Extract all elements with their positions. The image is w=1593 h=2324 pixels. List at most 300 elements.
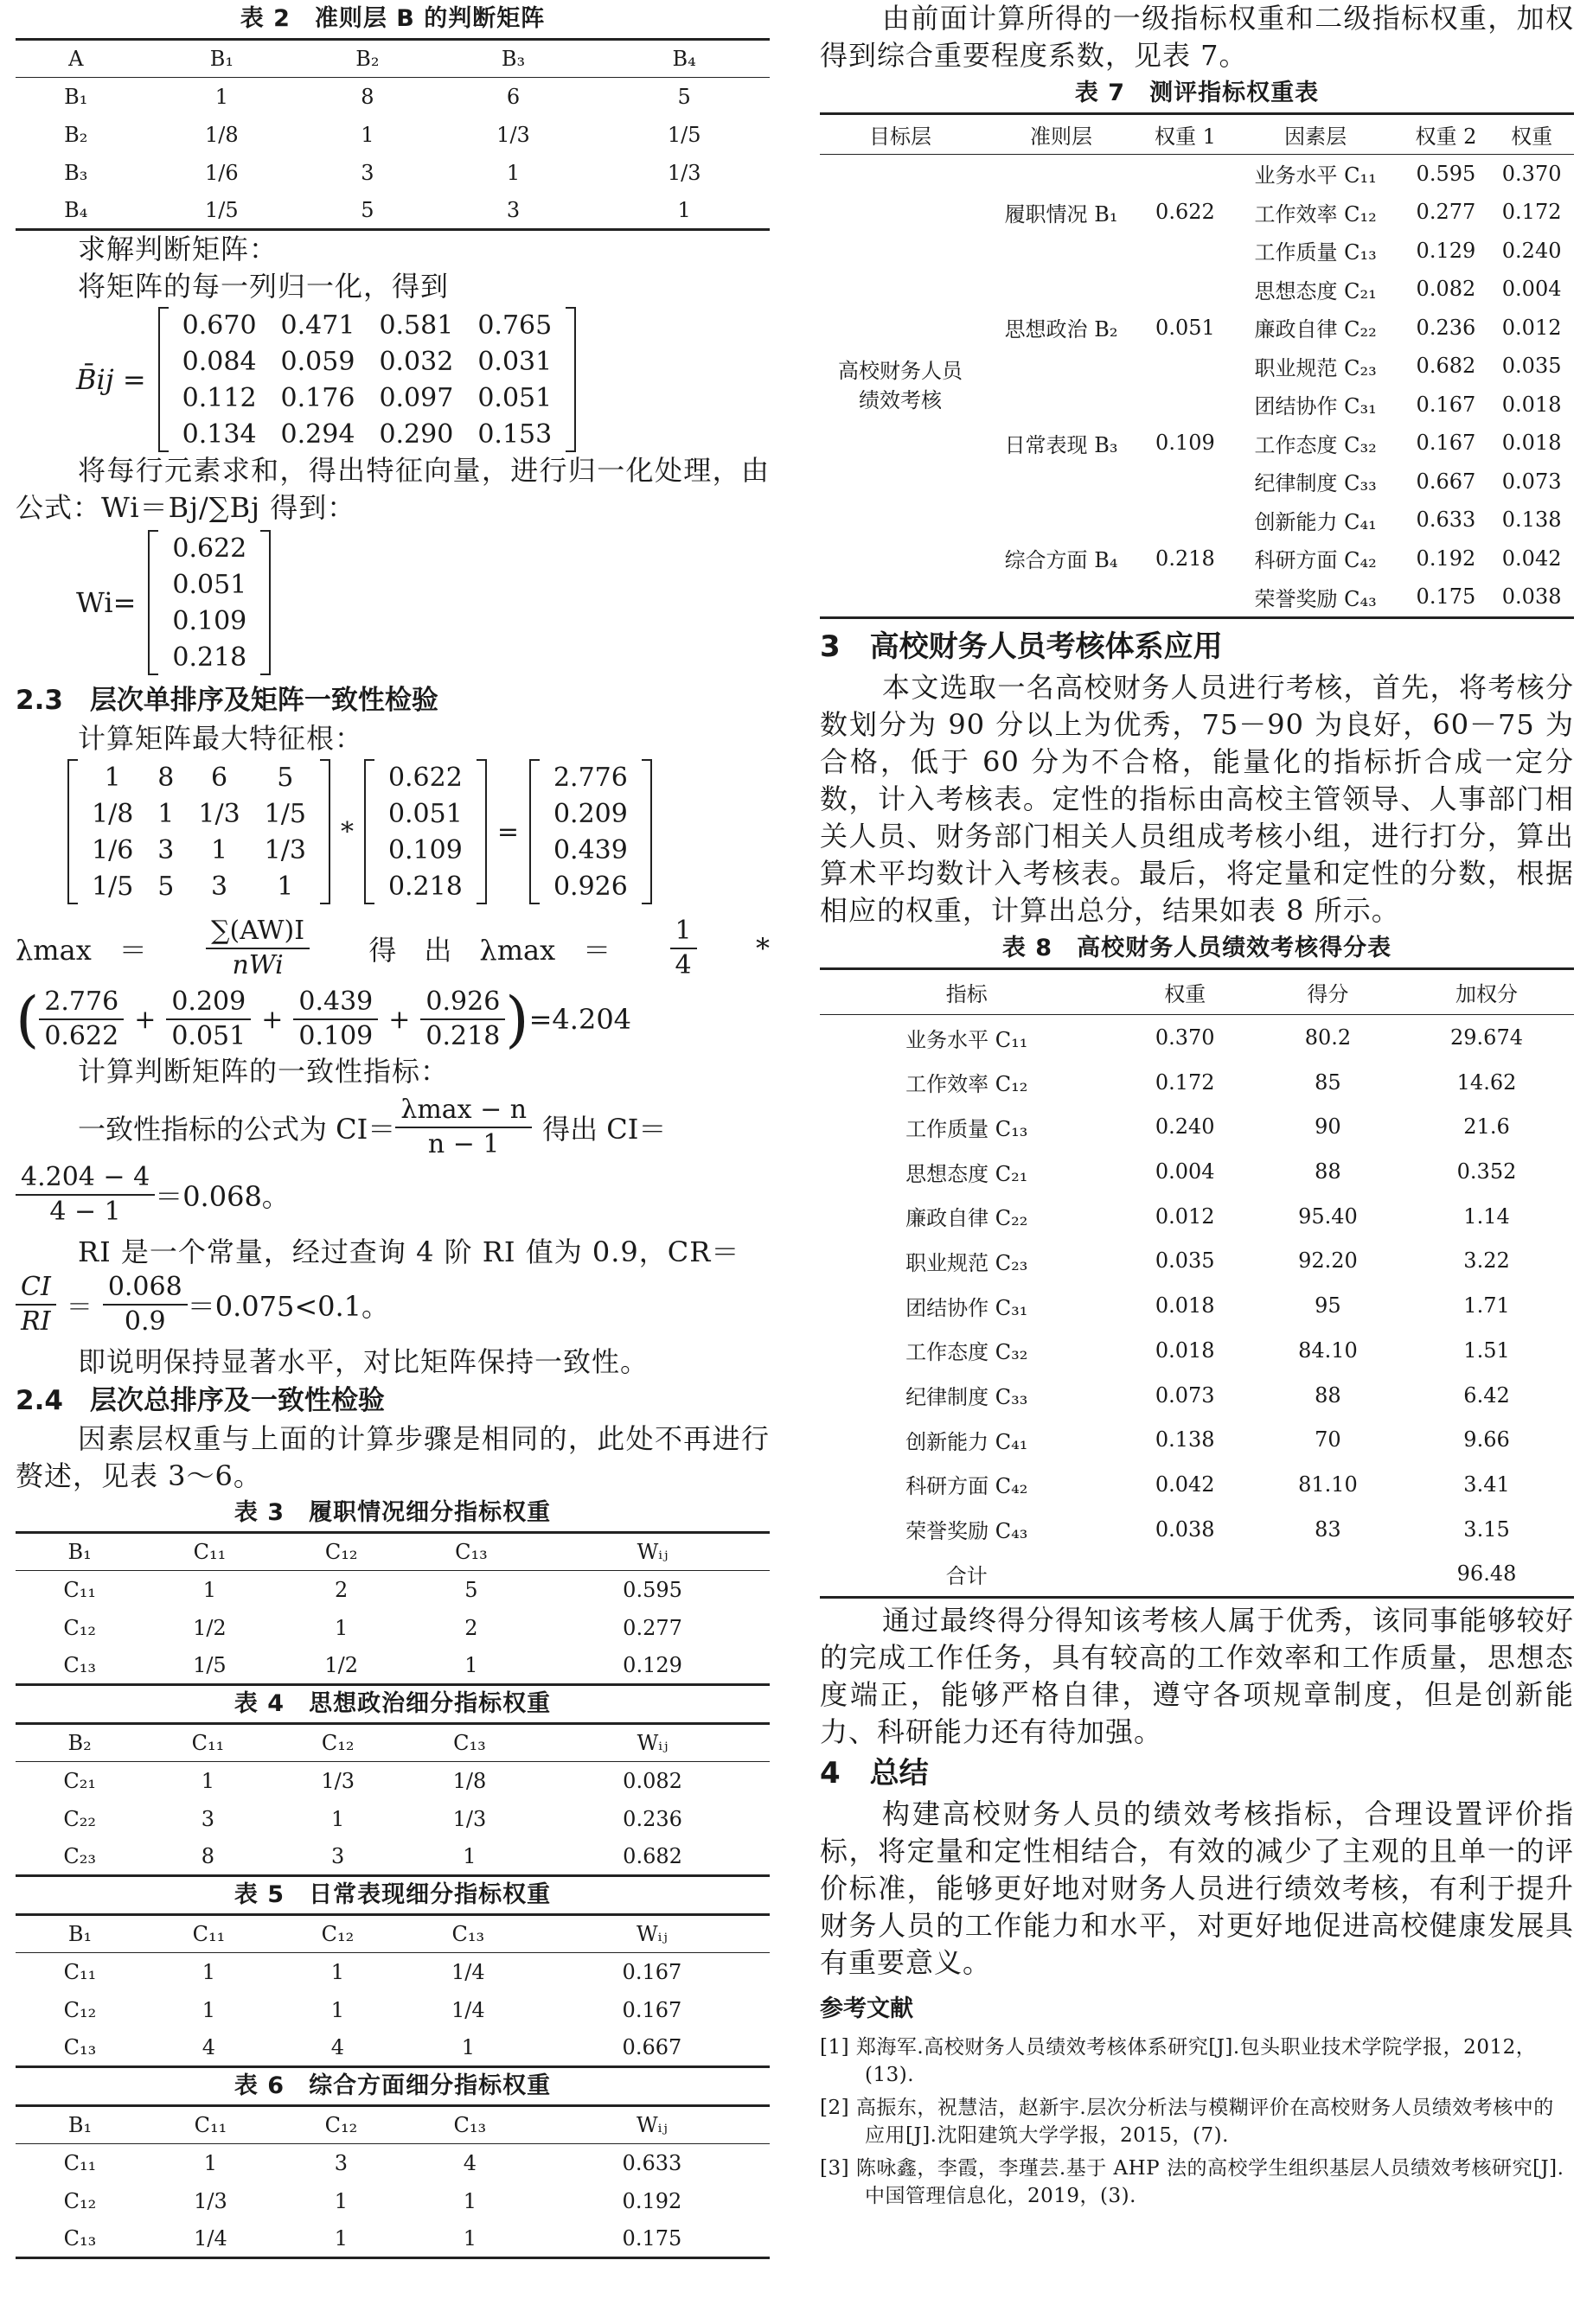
matrix-cell: 0.032 xyxy=(379,346,454,377)
table-cell: 0.004 xyxy=(1155,1159,1215,1184)
table-cell: 1 xyxy=(330,1997,345,2022)
matrix-cell: 8 xyxy=(157,762,175,793)
cr-line xyxy=(16,1271,770,1338)
matrix-cell: 2.776 xyxy=(553,762,628,793)
fraction-numerator: 2.776 xyxy=(39,986,124,1020)
factor-cell: 纪律制度 C₃₃ xyxy=(1254,471,1377,496)
table-cell: 9.66 xyxy=(1463,1427,1510,1452)
table-cell: C₁₂ xyxy=(63,1997,97,2022)
table-cell: 70 xyxy=(1315,1427,1341,1452)
fraction-denominator: 4 − 1 xyxy=(49,1197,121,1227)
matrix-cell: 0.294 xyxy=(280,418,355,450)
ci-result-label: 得出 CI＝ xyxy=(542,1113,667,1146)
matrix-cell: 5 xyxy=(277,762,294,793)
table2 xyxy=(16,38,770,231)
weight2-cell: 0.167 xyxy=(1416,431,1476,456)
table4 xyxy=(16,1722,770,1877)
table-cell: 0.633 xyxy=(622,2150,682,2175)
table-row xyxy=(16,2144,770,2182)
criterion-cell: 履职情况 B₁ xyxy=(1004,201,1118,227)
paragraph: 通过最终得分得知该考核人属于优秀，该同事能够较好的完成工作任务，具有较高的工作效率和工作质量，思想态度端正，能够严格自律，遵守各项规章制度，但是创新能力、科研能力还有待加强。 xyxy=(820,1604,1574,1749)
table-header-row xyxy=(16,40,770,78)
lambda-result: =4.204 xyxy=(528,1003,632,1036)
table-cell xyxy=(1114,1551,1257,1597)
table-header-row xyxy=(820,114,1574,155)
weight-cell: 0.038 xyxy=(1501,584,1562,610)
fraction-numerator: ∑(AW)I xyxy=(206,915,310,949)
table-header: 得分 xyxy=(1307,981,1349,1006)
table-cell: 1/5 xyxy=(205,197,239,222)
table-header: 权重 1 xyxy=(1154,124,1216,149)
matrix-cell: 0.109 xyxy=(387,834,463,865)
matrix-cell: 3 xyxy=(157,834,175,865)
table-row xyxy=(820,1105,1574,1150)
table-cell: B₂ xyxy=(64,122,88,147)
matrix-row xyxy=(541,795,640,832)
table-cell: 荣誉奖励 C₄₃ xyxy=(905,1519,1028,1544)
table-row xyxy=(820,1194,1574,1239)
table-row xyxy=(16,192,770,230)
table-cell: 88 xyxy=(1315,1382,1341,1408)
table-header: C₁₃ xyxy=(451,1922,485,1946)
weight-cell: 0.004 xyxy=(1501,277,1562,302)
matrix-cell: 0.097 xyxy=(379,382,454,413)
table-cell: 3.22 xyxy=(1463,1248,1510,1274)
weight2-cell: 0.167 xyxy=(1416,392,1476,417)
matrix-row xyxy=(80,795,318,832)
table-row xyxy=(16,2182,770,2220)
matrix-cell: 1 xyxy=(210,834,228,865)
section-heading-4: 4 总结 xyxy=(820,1756,929,1791)
table-cell: 81.10 xyxy=(1298,1472,1358,1497)
factor-cell: 创新能力 C₄₁ xyxy=(1254,509,1377,534)
paragraph: 构建高校财务人员的绩效考核指标，合理设置评价指标，将定量和定性相结合，有效的减少了主观的且单一的评价标准，能够更好地对财务人员进行绩效考核，有利于提升财务人员的工作能力和水平，对更好地促进高校健康发展具有重要意义。 xyxy=(820,1797,1574,1980)
table-cell: 1 xyxy=(461,2034,475,2059)
matrix-cell: 1 xyxy=(157,798,175,829)
table-header: B₃ xyxy=(501,47,526,71)
table-row xyxy=(820,1417,1574,1462)
factor-cell: 职业规范 C₂₃ xyxy=(1254,355,1377,380)
table-cell: C₁₂ xyxy=(63,1615,96,1640)
matrix-row xyxy=(170,343,565,380)
reference-item: [1] 郑海军.高校财务人员绩效考核体系研究[J].包头职业技术学院学报，2012，(13). xyxy=(820,2036,1537,2087)
table6 xyxy=(16,2104,770,2259)
table-cell: 0.595 xyxy=(623,1577,682,1602)
cr-value-fraction xyxy=(103,1271,188,1338)
table-cell: 0.138 xyxy=(1155,1427,1215,1452)
fraction-denominator: 4 xyxy=(675,950,692,980)
fraction-denominator: 0.218 xyxy=(425,1021,501,1051)
matrix-row xyxy=(160,530,259,566)
table-header: Wᵢⱼ xyxy=(636,2113,668,2137)
table-cell: 业务水平 C₁₁ xyxy=(905,1027,1028,1052)
matrix-cell: 1/5 xyxy=(264,798,306,829)
fraction-denominator: 0.109 xyxy=(298,1021,374,1051)
matrix-row xyxy=(160,566,259,603)
table-cell: 纪律制度 C₃₃ xyxy=(905,1385,1028,1410)
table-cell: 1/6 xyxy=(205,160,239,185)
matrix-cell: 0.051 xyxy=(477,382,553,413)
fraction-denominator: n − 1 xyxy=(427,1129,500,1159)
table-header: 权重 2 xyxy=(1415,124,1477,149)
table-cell: 1 xyxy=(203,2150,218,2175)
table-cell: 0.042 xyxy=(1155,1472,1215,1497)
paragraph: 计算判断矩阵的一致性指标： xyxy=(78,1055,450,1088)
w-vector xyxy=(364,759,487,904)
table-cell: 1/3 xyxy=(321,1768,355,1793)
star-operator: * xyxy=(755,932,770,965)
matrix-cell: 0.112 xyxy=(182,382,257,413)
factor-cell: 廉政自律 C₂₂ xyxy=(1254,317,1377,342)
weight2-cell: 0.682 xyxy=(1416,354,1476,379)
reference-item: [3] 陈咏鑫，李霞，李瑾芸.基于 AHP 法的高校学生组织基层人员绩效考核研究[J].中国管理信息化，2019，(3). xyxy=(820,2157,1564,2208)
weight-cell: 0.042 xyxy=(1501,546,1562,571)
table-row xyxy=(16,1991,770,2029)
table-cell: 5 xyxy=(464,1577,478,1602)
table-header: C₁₂ xyxy=(324,2113,358,2137)
table-header-row xyxy=(16,1915,770,1953)
matrix-row xyxy=(170,380,565,416)
plus-operator: + xyxy=(388,1004,411,1035)
table6-caption: 表 6 综合方面细分指标权重 xyxy=(234,2072,552,2099)
table-cell: C₁₁ xyxy=(63,2150,97,2175)
matrix-row xyxy=(160,639,259,675)
table7 xyxy=(820,112,1574,619)
table-row xyxy=(820,1551,1574,1597)
matrix-cell: 0.059 xyxy=(280,346,355,377)
table3 xyxy=(16,1531,770,1686)
table-row xyxy=(16,78,770,116)
table-header: 权重 xyxy=(1511,124,1553,149)
table-cell: 0.167 xyxy=(622,1997,682,2022)
table-cell: 1/3 xyxy=(667,160,701,185)
table-cell: 6 xyxy=(506,84,521,109)
table-row xyxy=(820,1239,1574,1284)
wi-vector xyxy=(148,530,271,675)
table-cell: 0.035 xyxy=(1155,1248,1215,1274)
matrix-cell: 0.051 xyxy=(387,798,463,829)
table-cell: 95.40 xyxy=(1298,1204,1358,1229)
table-cell: 0.240 xyxy=(1155,1114,1215,1140)
weight-cell: 0.370 xyxy=(1501,161,1562,186)
right-column xyxy=(820,0,1574,2210)
weight-cell: 0.035 xyxy=(1501,354,1562,379)
matrix-cell: 1/3 xyxy=(264,834,306,865)
section-heading-2-4: 2.4 层次总排序及一致性检验 xyxy=(16,1385,385,1416)
table-cell: B₃ xyxy=(64,160,88,185)
matrix-cell: 1/3 xyxy=(198,798,240,829)
paragraph: 本文选取一名高校财务人员进行考核，首先，将考核分数划分为 90 分以上为优秀，75－90 为良好，60－75 为合格，低于 60 分为不合格，能量化的指标折合成一定分数，计入考核表。定性的指标由高校主管领导、人事部门相关人员、财务部门相关人员组成考核小组，进行打分，算出算术平均数计入考核表。最后，将定量和定性的分数，根据相应的权重，计算出总分，结果如表 8 所示。 xyxy=(820,670,1574,927)
table-row xyxy=(820,1283,1574,1328)
criterion-cell: 日常表现 B₃ xyxy=(1004,432,1118,457)
section-heading-3: 3 高校财务人员考核体系应用 xyxy=(820,629,1223,664)
table-cell: C₁₁ xyxy=(63,1959,97,1984)
table-cell: 1 xyxy=(202,1997,216,2022)
table-cell: C₁₂ xyxy=(63,2188,97,2213)
table-cell: 1 xyxy=(463,2188,477,2213)
wi-label: Wi= xyxy=(76,586,137,619)
weight1-cell: 0.622 xyxy=(1155,200,1215,225)
table-cell: C₂₁ xyxy=(63,1768,96,1793)
fraction xyxy=(420,986,505,1053)
lambda-result-label: 得 出 λmax ＝ xyxy=(368,934,611,967)
section-heading-2-3: 2.3 层次单排序及矩阵一致性检验 xyxy=(16,685,438,716)
fraction-denominator: RI xyxy=(21,1306,51,1337)
paragraph: 因素层权重与上面的计算步骤是相同的，此处不再进行赘述，见表 3～6。 xyxy=(16,1422,770,1492)
table-cell: 3 xyxy=(506,197,521,222)
table-header: Wᵢⱼ xyxy=(636,1922,668,1946)
table2-caption: 表 2 准则层 B 的判断矩阵 xyxy=(240,5,546,32)
matrix-cell: 0.622 xyxy=(387,762,463,793)
matrix-row xyxy=(541,832,640,868)
table-cell: 0.018 xyxy=(1155,1293,1215,1318)
table-cell: 1 xyxy=(361,122,374,147)
fraction-numerator: 0.439 xyxy=(293,986,378,1020)
table-cell: 8 xyxy=(201,1843,215,1868)
matrix-cell: 1/6 xyxy=(92,834,134,865)
weight-cell: 0.012 xyxy=(1501,315,1562,340)
table-cell: C₂₂ xyxy=(63,1806,96,1831)
table-cell: 1.51 xyxy=(1463,1338,1510,1363)
table-cell: 0.192 xyxy=(622,2188,682,2213)
ci-value-line xyxy=(16,1161,770,1229)
table-cell: 创新能力 C₄₁ xyxy=(905,1429,1028,1454)
matrix-cell: 1 xyxy=(277,871,294,902)
matrix-cell: 0.218 xyxy=(172,642,247,673)
table-cell: 0.172 xyxy=(1155,1069,1215,1095)
table-header: B₄ xyxy=(672,47,696,71)
ci-line xyxy=(16,1094,770,1161)
left-paren: ( xyxy=(16,984,40,1055)
table-cell: 0.018 xyxy=(1155,1338,1215,1363)
factor-cell: 工作质量 C₁₃ xyxy=(1254,240,1377,265)
table-header: C₁₃ xyxy=(455,1540,488,1564)
table-cell: 3 xyxy=(331,1843,345,1868)
table-header: 权重 xyxy=(1164,981,1206,1006)
matrix-cell: 1 xyxy=(104,762,121,793)
weight2-cell: 0.192 xyxy=(1416,546,1476,571)
table-cell: 0.352 xyxy=(1456,1159,1517,1184)
matrix-cell: 0.134 xyxy=(182,418,257,450)
table-header: C₁₁ xyxy=(193,1540,227,1564)
table-cell: 3.15 xyxy=(1463,1516,1510,1542)
table-cell: 29.674 xyxy=(1450,1025,1523,1050)
lambda-sum-line xyxy=(16,986,770,1053)
table-cell: 0.370 xyxy=(1155,1025,1215,1050)
table-cell: 1 xyxy=(201,1768,215,1793)
matrix-row xyxy=(376,795,475,832)
matrix-cell: 5 xyxy=(157,871,175,902)
ci-result: ＝0.068。 xyxy=(155,1180,290,1213)
right-paren: ) xyxy=(505,984,529,1055)
table-cell: 1 xyxy=(334,2225,349,2251)
matrix-cell: 0.153 xyxy=(477,418,553,450)
table-cell: 6.42 xyxy=(1463,1382,1510,1408)
table-cell: 工作效率 C₁₂ xyxy=(905,1072,1028,1097)
weight-cell: 0.018 xyxy=(1501,392,1562,417)
table-cell: 4 xyxy=(463,2150,477,2175)
paragraph: 计算矩阵最大特征根： xyxy=(78,722,364,755)
table-cell: 0.012 xyxy=(1155,1204,1215,1229)
matrix-cell: 0.581 xyxy=(379,310,454,341)
table-cell: 1 xyxy=(463,2225,477,2251)
table-cell: 0.082 xyxy=(623,1768,682,1793)
table-header-row xyxy=(16,1724,770,1762)
table-cell xyxy=(1257,1551,1399,1597)
matrix-row xyxy=(170,416,565,452)
table-cell: 4 xyxy=(202,2034,216,2059)
weight-cell: 0.073 xyxy=(1501,469,1562,494)
table-row xyxy=(16,1647,770,1685)
matrix-row xyxy=(160,603,259,639)
matrix-cell: 0.439 xyxy=(553,834,628,865)
matrix-cell: 0.765 xyxy=(477,310,553,341)
matrix-cell: 0.176 xyxy=(280,382,355,413)
fraction xyxy=(166,986,251,1053)
table-row xyxy=(820,1373,1574,1418)
table5-caption: 表 5 日常表现细分指标权重 xyxy=(234,1881,552,1908)
weight2-cell: 0.175 xyxy=(1416,584,1476,610)
table-cell: 0.236 xyxy=(623,1806,682,1831)
table-header: 加权分 xyxy=(1455,981,1519,1006)
table-cell: 90 xyxy=(1315,1114,1341,1140)
table-header-row xyxy=(16,1533,770,1571)
table-cell: C₂₃ xyxy=(63,1843,96,1868)
weight2-cell: 0.667 xyxy=(1416,469,1476,494)
table-cell: 0.038 xyxy=(1155,1516,1215,1542)
equals-operator: = xyxy=(496,816,519,847)
fraction xyxy=(293,986,378,1053)
table8 xyxy=(820,967,1574,1599)
table-header: B₁ xyxy=(67,2113,93,2137)
cr-result: ＝0.075<0.1。 xyxy=(187,1290,390,1323)
table-cell: 3.41 xyxy=(1463,1472,1510,1497)
table-row xyxy=(16,1571,770,1609)
weight1-cell: 0.051 xyxy=(1155,315,1215,340)
table-header: C₁₂ xyxy=(321,1922,355,1946)
table-cell: 1/5 xyxy=(667,122,701,147)
table-header: C₁₁ xyxy=(194,2113,227,2137)
table-header-row xyxy=(16,2106,770,2144)
table-cell: C₁₁ xyxy=(63,1577,96,1602)
table-header: B₂ xyxy=(355,47,380,71)
table-cell: 5 xyxy=(361,197,374,222)
fraction-numerator: CI xyxy=(16,1271,56,1306)
table-row xyxy=(16,2220,770,2258)
table-row xyxy=(16,1609,770,1647)
a-matrix xyxy=(67,759,330,904)
table-cell: 1/4 xyxy=(194,2225,227,2251)
weight1-cell: 0.109 xyxy=(1155,431,1215,456)
weight2-cell: 0.277 xyxy=(1416,200,1476,225)
ci-label: 一致性指标的公式为 CI＝ xyxy=(78,1113,396,1146)
matrix-cell: 1/8 xyxy=(92,798,134,829)
table-header: 指标 xyxy=(945,981,988,1006)
table-header: B₁ xyxy=(209,47,234,71)
table-header: C₁₃ xyxy=(453,1731,486,1755)
table-header: 准则层 xyxy=(1030,124,1093,149)
table-cell: 廉政自律 C₂₂ xyxy=(905,1206,1028,1231)
matrix-cell: 0.471 xyxy=(280,310,355,341)
table-row xyxy=(820,1462,1574,1507)
table-cell: 1/2 xyxy=(324,1652,358,1677)
fraction-denominator: 0.9 xyxy=(124,1306,166,1337)
weight-cell: 0.138 xyxy=(1501,508,1562,533)
matrix-cell: 0.290 xyxy=(379,418,454,450)
table-cell: 0.682 xyxy=(623,1843,682,1868)
table-row xyxy=(820,1060,1574,1105)
matrix-row xyxy=(170,307,565,343)
fraction xyxy=(39,986,124,1053)
table-header: C₁₂ xyxy=(321,1731,355,1755)
table-cell: 1/3 xyxy=(452,1806,487,1831)
aw-equation xyxy=(67,759,770,904)
paragraph: 将矩阵的每一列归一化，得到 xyxy=(78,270,450,303)
table-cell: 3 xyxy=(334,2150,349,2175)
references-list xyxy=(820,2034,1574,2210)
table-header: Wᵢⱼ xyxy=(637,1540,669,1564)
wi-equation xyxy=(76,530,770,675)
table-row xyxy=(16,1800,770,1838)
weight2-cell: 0.595 xyxy=(1416,161,1476,186)
fraction-denominator: 0.051 xyxy=(171,1021,246,1051)
table8-caption: 表 8 高校财务人员绩效考核得分表 xyxy=(1001,934,1392,961)
fraction-numerator: 4.204 − 4 xyxy=(16,1161,155,1196)
bij-matrix xyxy=(158,307,577,452)
matrix-row xyxy=(80,759,318,795)
matrix-cell: 0.218 xyxy=(387,871,463,902)
table-cell: 1 xyxy=(214,84,228,109)
matrix-row xyxy=(541,759,640,795)
ci-value-fraction xyxy=(16,1161,155,1229)
plus-operator: + xyxy=(261,1004,284,1035)
matrix-row xyxy=(376,868,475,904)
table-cell: 0.167 xyxy=(622,1959,682,1984)
table-cell: 1/3 xyxy=(496,122,530,147)
times-operator: * xyxy=(340,816,354,847)
table-cell: 8 xyxy=(361,84,374,109)
weight-cell: 0.240 xyxy=(1501,238,1562,263)
table-cell: 1 xyxy=(335,1615,349,1640)
reference-item: [2] 高振东，祝慧洁，赵新宇.层次分析法与模糊评价在高校财务人员绩效考核中的应用[J].沈阳建筑大学学报，2015，(7). xyxy=(820,2097,1554,2148)
table-cell: 92.20 xyxy=(1298,1248,1358,1274)
table-header-row xyxy=(820,968,1574,1015)
table-cell: 80.2 xyxy=(1304,1025,1352,1050)
table-header: Wᵢⱼ xyxy=(637,1731,669,1755)
table-cell: 1.14 xyxy=(1463,1204,1510,1229)
table-cell: 1/4 xyxy=(451,1997,485,2022)
table-row xyxy=(820,154,1574,193)
table-cell: 思想态度 C₂₁ xyxy=(905,1161,1028,1186)
matrix-cell: 6 xyxy=(210,762,228,793)
table-cell: 1 xyxy=(334,2188,349,2213)
fraction-numerator: 1 xyxy=(670,915,697,949)
table-cell: 1/8 xyxy=(205,122,239,147)
table-cell: 科研方面 C₄₂ xyxy=(905,1474,1028,1499)
table7-caption: 表 7 测评指标权重表 xyxy=(1074,80,1320,106)
lambda-max-line xyxy=(16,915,770,982)
matrix-row xyxy=(80,868,318,904)
table-cell: 3 xyxy=(201,1806,215,1831)
lambda-fraction xyxy=(206,915,310,982)
table-cell: C₁₃ xyxy=(63,2034,97,2059)
table-cell: B₁ xyxy=(64,84,88,109)
table-header: C₁₁ xyxy=(192,1922,226,1946)
table-cell: 14.62 xyxy=(1456,1069,1517,1095)
left-column xyxy=(16,0,770,2259)
weight-cell: 0.172 xyxy=(1501,200,1562,225)
weight1-cell: 0.218 xyxy=(1155,546,1215,571)
